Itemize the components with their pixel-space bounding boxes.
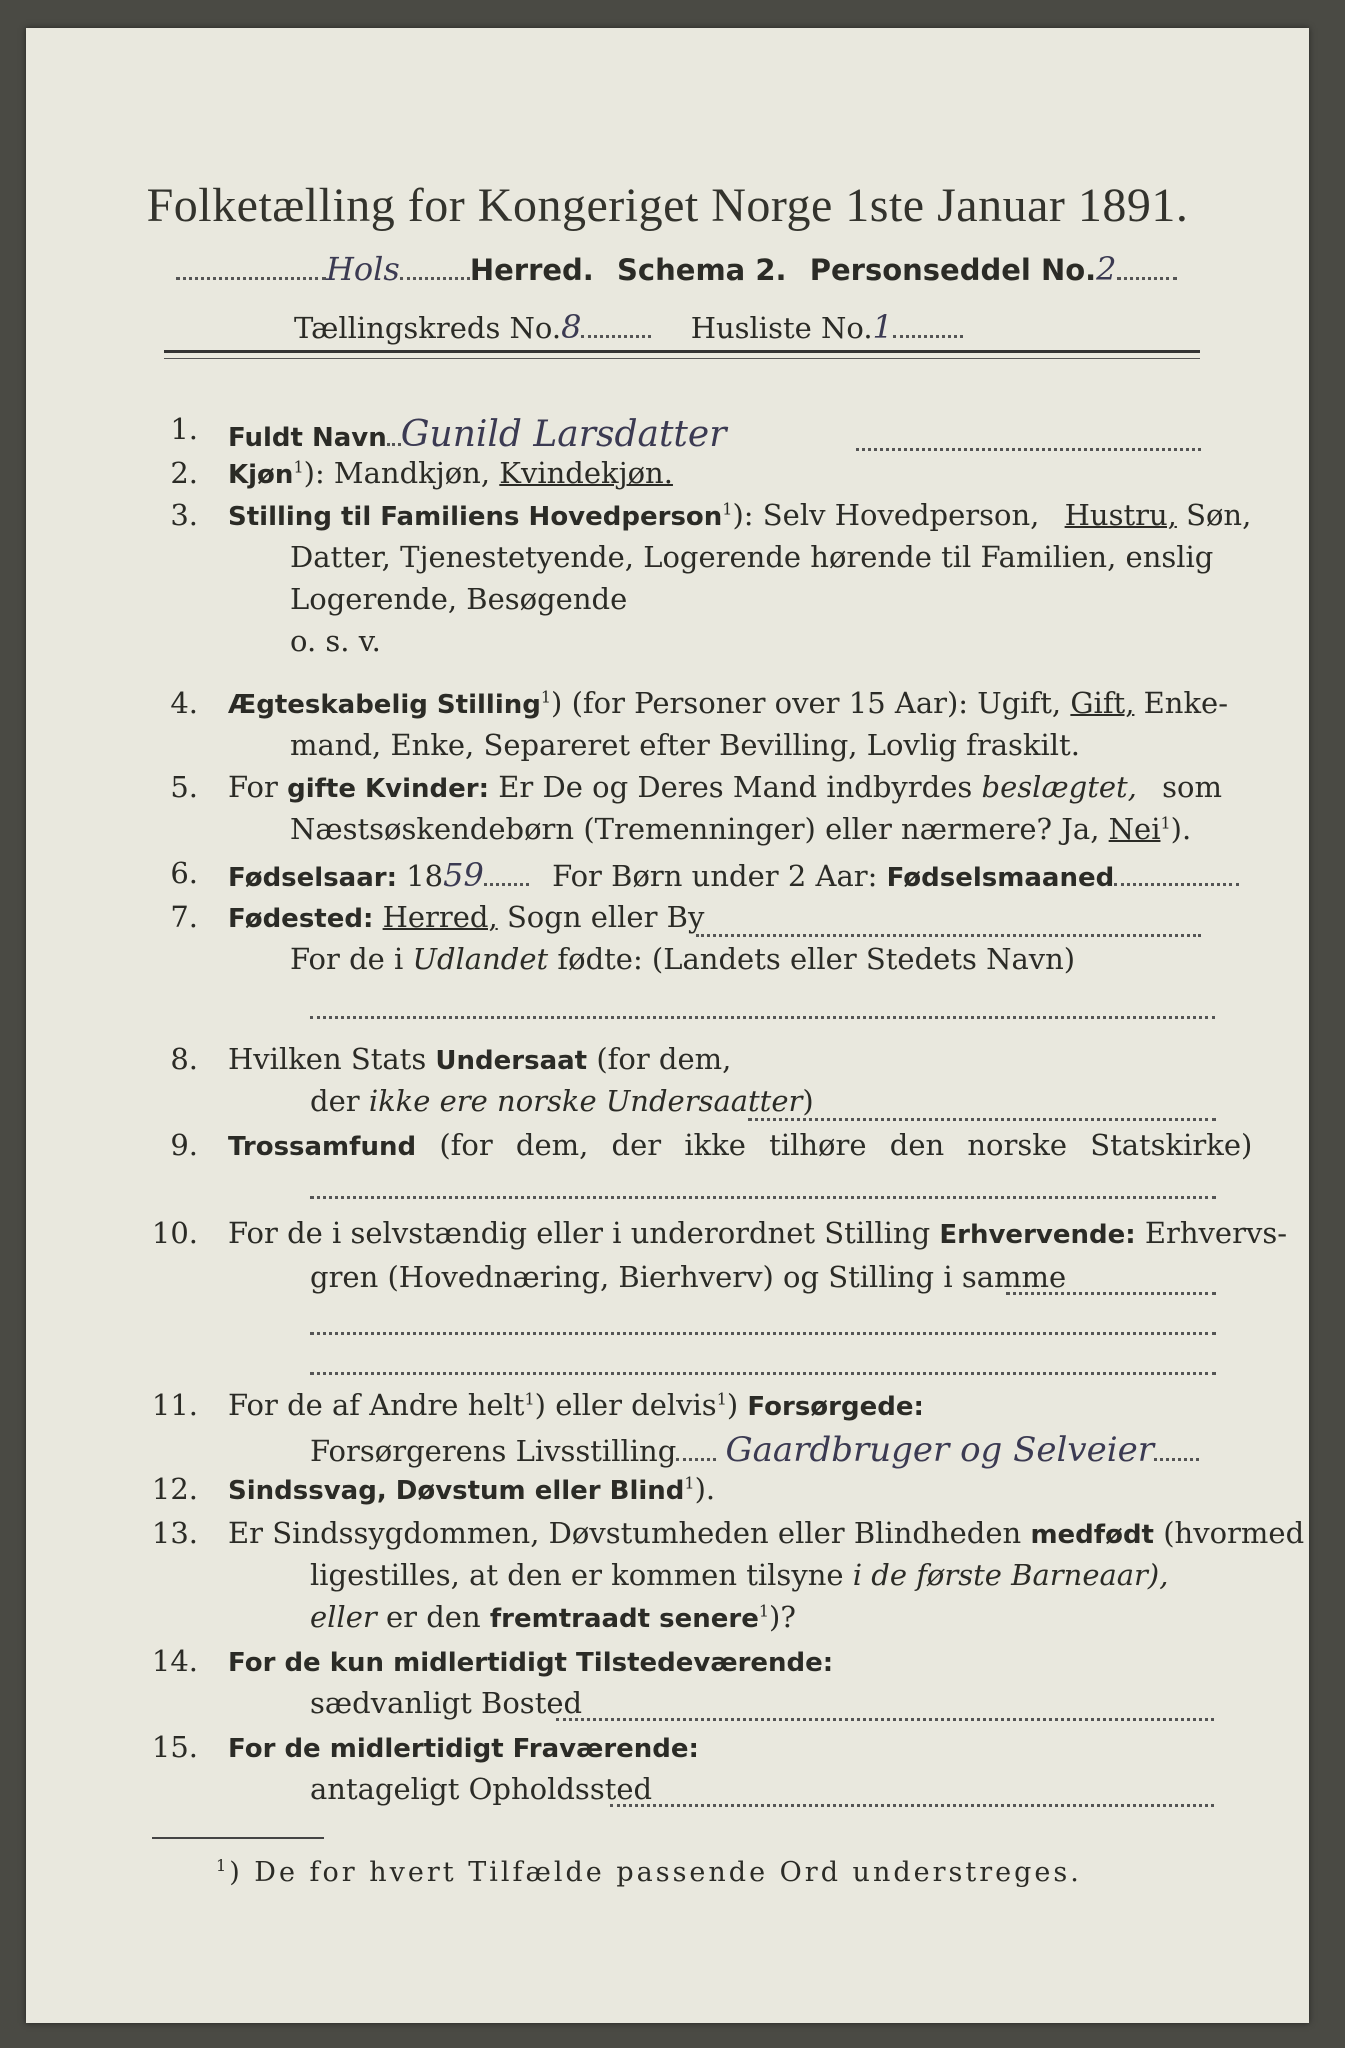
item-6	[228, 856, 1239, 894]
item-3-line-1	[228, 498, 1251, 532]
forsorgede-label: Forsørgede:	[747, 1392, 924, 1422]
item-number: 4.	[170, 686, 198, 720]
fodselsmaaned-label: Fødselsmaaned	[886, 863, 1115, 893]
item-5-text: som	[1162, 770, 1222, 804]
item-13-text: ligestilles, at den er kommen tilsyne	[310, 1558, 844, 1592]
item-5-text: ).	[1170, 812, 1192, 846]
fill-line	[310, 1332, 1216, 1335]
footnote-mark: 1	[540, 687, 552, 707]
fill-line	[610, 1804, 1214, 1807]
item-number: 1.	[170, 412, 198, 446]
item-number: 11.	[151, 1388, 198, 1422]
footnote-rule	[152, 1837, 324, 1839]
footnote-mark: 1	[1160, 813, 1171, 833]
header-line-1	[176, 250, 1177, 288]
item-11-line-1	[228, 1388, 924, 1422]
item-15-line-1	[228, 1730, 699, 1764]
item-5-text: Er De og Deres Mand indbyrdes	[498, 770, 973, 804]
item-13-italic: eller	[310, 1600, 377, 1634]
stilling-label: Stilling til Familiens Hovedperson	[228, 502, 723, 532]
stilling-text: ): Selv	[732, 498, 826, 532]
item-2	[228, 456, 673, 490]
bosted-label: sædvanligt Bosted	[310, 1686, 583, 1720]
husliste-value: 1	[872, 308, 893, 346]
item-8-line-2	[310, 1084, 814, 1118]
item-number: 6.	[170, 856, 198, 890]
footnote-mark: 1	[758, 1601, 770, 1621]
item-6-text: For Børn under 2 Aar:	[552, 859, 878, 893]
forsorger-value: Gaardbruger og Selveier	[725, 1430, 1154, 1470]
census-form-page	[26, 28, 1309, 2023]
footnote-mark: 1	[722, 499, 733, 519]
fill-line	[310, 1372, 1216, 1375]
item-13-text: )?	[769, 1600, 796, 1634]
item-5-line-2	[290, 812, 1191, 846]
forsorger-label: Forsørgerens Livsstilling	[310, 1434, 677, 1468]
item-13-line-1	[228, 1516, 1304, 1550]
footnote-mark: 1	[716, 1389, 727, 1409]
husliste-label: Husliste No.	[690, 311, 873, 345]
fuldt-navn-label: Fuldt Navn	[228, 423, 387, 453]
stilling-selected: Hustru,	[1064, 498, 1177, 532]
item-number: 7.	[170, 900, 198, 934]
item-8-text: Hvilken Stats	[228, 1042, 427, 1076]
personseddel-label: Personseddel No.	[809, 253, 1097, 287]
fill-line	[310, 1016, 1215, 1019]
fodested-selected: Herred,	[382, 900, 498, 934]
fodselsaar-value: 59	[443, 856, 484, 894]
aegteskab-text: Enke-	[1143, 686, 1229, 720]
personseddel-value: 2	[1096, 250, 1117, 288]
item-5-line-1	[228, 770, 1222, 804]
item-10-line-1	[228, 1216, 1287, 1250]
footnote-mark: 1	[293, 457, 304, 477]
header-line-2	[294, 308, 963, 346]
header-rule-bottom	[164, 358, 1200, 359]
fravaerende-label: For de midlertidigt Fraværende:	[228, 1734, 699, 1764]
item-8-italic: ikke ere norske Undersaatter	[368, 1084, 803, 1118]
item-13-text: er den	[385, 1600, 481, 1634]
item-9-text: (for dem, der ikke tilhøre den norske Statskirke)	[439, 1128, 1253, 1162]
item-12-text: ).	[694, 1472, 716, 1506]
undersaat-label: Undersaat	[435, 1046, 588, 1076]
item-5-text: Næstsøskendebørn (Tremenninger) eller nærmere? Ja,	[290, 812, 1100, 846]
item-7-text: Sogn eller By	[506, 900, 705, 934]
item-10-line-2: gren (Hovednæring, Bierhverv) og Stilling i samme	[310, 1260, 1067, 1294]
opholdssted-label: antageligt Opholdssted	[310, 1772, 653, 1806]
item-10-text: For de i selvstændig eller i underordnet Stilling	[228, 1216, 931, 1250]
fill-line	[856, 448, 1201, 451]
item-7-text: For de i	[290, 942, 404, 976]
item-13-line-2	[310, 1558, 1168, 1592]
item-10-text: Erhvervs-	[1144, 1216, 1288, 1250]
gifte-kvinder-label: gifte Kvinder:	[287, 774, 490, 804]
item-12	[228, 1472, 715, 1506]
item-8-text: )	[802, 1084, 814, 1118]
item-5-italic: beslægtet,	[981, 770, 1137, 804]
kjon-text: ): Mandkjøn,	[303, 456, 491, 490]
item-number: 8.	[170, 1042, 198, 1076]
fill-line	[748, 1118, 1216, 1121]
item-number: 10.	[151, 1216, 198, 1250]
aegteskab-text: ) (for Personer over 15 Aar): Ugift,	[551, 686, 1062, 720]
item-3-line-4: o. s. v.	[290, 624, 381, 658]
fremtraadt-label: fremtraadt senere	[489, 1604, 759, 1634]
sindssvag-label: Sindssvag, Døvstum eller Blind	[228, 1476, 685, 1506]
item-3-line-2: Datter, Tjenestetyende, Logerende hørende til Familien, enslig	[290, 540, 1214, 574]
item-number: 12.	[151, 1472, 198, 1506]
item-7-line-1	[228, 900, 704, 934]
item-8-line-1	[228, 1042, 731, 1076]
item-8-text: der	[310, 1084, 360, 1118]
item-14-line-2	[310, 1686, 582, 1720]
item-15-line-2	[310, 1772, 652, 1806]
fodested-label: Fødested:	[228, 904, 374, 934]
item-4-line-1	[228, 686, 1228, 720]
item-number: 9.	[170, 1128, 198, 1162]
item-number: 5.	[170, 770, 198, 804]
kreds-value: 8	[561, 308, 582, 346]
header-rule-top	[164, 350, 1200, 353]
kjon-label: Kjøn	[228, 460, 294, 490]
item-8-text: (for dem,	[596, 1042, 732, 1076]
trossamfund-label: Trossamfund	[228, 1132, 417, 1162]
item-number: 13.	[151, 1516, 198, 1550]
stilling-text: Søn,	[1186, 498, 1252, 532]
item-13-text: Er Sindssygdommen, Døvstumheden eller Blindheden	[228, 1516, 1022, 1550]
item-number: 2.	[170, 456, 198, 490]
item-14-line-1	[228, 1644, 833, 1678]
medfodt-label: medfødt	[1030, 1520, 1154, 1550]
footnote-mark: 1	[216, 1856, 230, 1875]
item-number: 3.	[170, 498, 198, 532]
schema-label: Schema 2.	[617, 253, 787, 287]
item-number: 15.	[151, 1730, 198, 1764]
item-13-italic: i de første Barneaar),	[852, 1558, 1169, 1592]
item-11-text: ) eller delvis	[534, 1388, 717, 1422]
stilling-text: Hovedperson,	[834, 498, 1040, 532]
fill-line	[310, 1196, 1216, 1199]
fill-line	[696, 934, 1201, 937]
erhvervende-label: Erhvervende:	[939, 1220, 1136, 1250]
item-number: 14.	[151, 1644, 198, 1678]
fuldt-navn-value: Gunild Larsdatter	[400, 414, 727, 455]
item-7-line-2	[290, 942, 1075, 976]
fill-line	[1006, 1292, 1216, 1295]
aegteskab-label: Ægteskabelig Stilling	[228, 690, 541, 720]
tilstedevaerende-label: For de kun midlertidigt Tilstedeværende:	[228, 1648, 834, 1678]
kreds-label: Tællingskreds No.	[294, 311, 562, 345]
item-3-line-3: Logerende, Besøgende	[290, 582, 628, 616]
aegteskab-selected: Gift,	[1070, 686, 1135, 720]
item-9	[228, 1128, 1252, 1162]
beslaegtet-selected: Nei	[1108, 812, 1161, 846]
item-13-text: (hvormed	[1163, 1516, 1305, 1550]
footnote-text: ) De for hvert Tilfælde passende Ord understreges.	[229, 1857, 1082, 1888]
herred-label: Herred.	[469, 253, 594, 287]
item-1	[228, 414, 726, 455]
footnote	[216, 1856, 1082, 1888]
item-7-text: fødte: (Landets eller Stedets Navn)	[557, 942, 1076, 976]
item-11-line-2	[310, 1430, 1199, 1470]
kjon-selected: Kvindekjøn.	[499, 456, 673, 490]
item-11-text: For de af Andre helt	[228, 1388, 525, 1422]
herred-value: Hols	[326, 250, 400, 288]
footnote-mark: 1	[524, 1389, 535, 1409]
item-13-line-3	[310, 1600, 796, 1634]
item-7-italic: Udlandet	[412, 942, 549, 976]
fill-line	[556, 1718, 1214, 1721]
footnote-mark: 1	[684, 1473, 695, 1493]
form-title: Folketælling for Kongeriget Norge 1ste Januar 1891.	[146, 179, 1189, 232]
fodselsaar-prefix: 18	[406, 859, 444, 893]
fodselsaar-label: Fødselsaar:	[228, 863, 397, 893]
item-11-text: )	[726, 1388, 739, 1422]
item-4-line-2: mand, Enke, Separeret efter Bevilling, Lovlig fraskilt.	[290, 728, 1080, 762]
item-5-text: For	[228, 770, 278, 804]
